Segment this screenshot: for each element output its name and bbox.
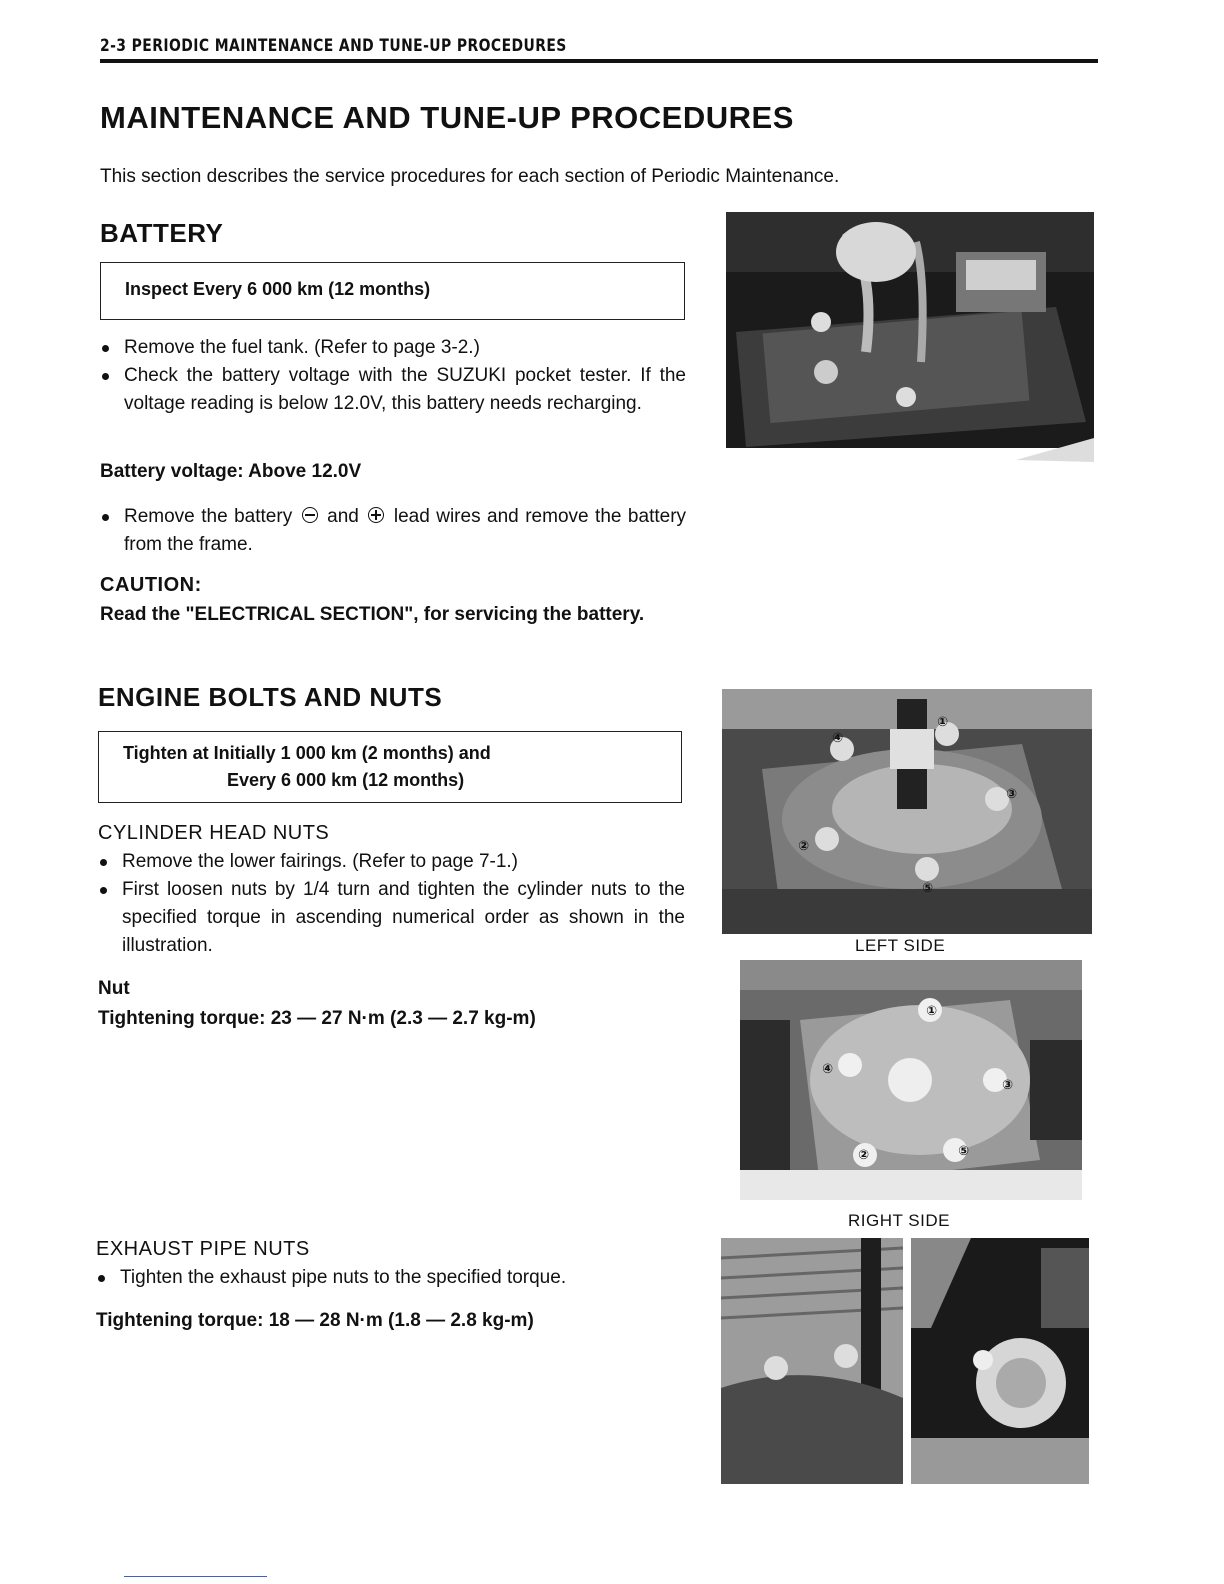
cylinder-step: First loosen nuts by 1/4 turn and tighten the cylinder nuts to the specified torque in ascending numerical order as shown in the illustration. [98,876,685,960]
page-title: MAINTENANCE AND TUNE-UP PROCEDURES [100,100,794,135]
remove-part-b: lead wires and remove the battery from the frame. [124,506,687,555]
battery-step: Check the battery voltage with the SUZUKI pocket tester. If the voltage reading is below 12.0V, this battery needs recharging. [100,362,686,418]
callout-4: ④ [822,1062,834,1077]
battery-remove-text [100,503,686,559]
callout-1: ① [937,715,949,730]
minus-circle-icon [302,507,318,523]
intro-text: This section describes the service procedures for each section of Periodic Maintenance. [100,166,840,187]
plus-circle-icon [368,507,384,523]
right-side-photo [740,960,1082,1200]
battery-interval-text: Inspect Every 6 000 km (12 months) [125,279,431,299]
engine-interval-line2: Every 6 000 km (12 months) [227,770,465,790]
engine-interval-box [98,731,682,803]
header-rule [100,59,1098,63]
left-side-caption: LEFT SIDE [855,936,946,955]
exhaust-step: Tighten the exhaust pipe nuts to the specified torque. [96,1264,686,1292]
callout-5: ⑤ [922,881,934,896]
right-side-caption: RIGHT SIDE [848,1211,950,1230]
callout-5: ⑤ [958,1144,970,1159]
cylinder-head-nuts-title: CYLINDER HEAD NUTS [98,822,330,844]
callout-2: ② [798,839,810,854]
nut-label: Nut [98,978,130,999]
battery-voltage-spec: Battery voltage: Above 12.0V [100,461,362,482]
caution-text: Read the "ELECTRICAL SECTION", for servicing the battery. [100,604,645,625]
engine-interval-line1: Tighten at Initially 1 000 km (2 months) and [123,743,491,763]
battery-remove-step [100,503,686,559]
battery-photo [726,212,1094,462]
cylinder-torque-spec: Tightening torque: 23 — 27 N·m (2.3 — 2.7 kg-m) [98,1008,536,1029]
exhaust-steps [96,1264,686,1292]
callout-3: ③ [1002,1078,1014,1093]
callout-2: ② [858,1148,870,1163]
remove-and: and [327,506,359,527]
cylinder-steps [98,848,685,960]
battery-step: Remove the fuel tank. (Refer to page 3-2.) [100,334,686,362]
exhaust-torque-spec: Tightening torque: 18 — 28 N·m (1.8 — 2.8 kg-m) [96,1310,534,1331]
callout-1: ① [926,1004,938,1019]
battery-section-title: BATTERY [100,218,224,248]
exhaust-pipe-nuts-title: EXHAUST PIPE NUTS [96,1238,310,1260]
battery-interval-box [100,262,685,320]
caution-title: CAUTION: [100,574,202,596]
exhaust-photo-left [721,1238,903,1484]
engine-section-title: ENGINE BOLTS AND NUTS [98,682,443,712]
callout-3: ③ [1006,787,1018,802]
running-head: 2-3 PERIODIC MAINTENANCE AND TUNE-UP PROCEDURES [100,36,567,56]
remove-part-a: Remove the battery [124,506,293,527]
left-side-photo [722,689,1092,934]
cylinder-step: Remove the lower fairings. (Refer to page 7-1.) [98,848,685,876]
footer-rule [124,1576,267,1577]
callout-4: ④ [832,731,844,746]
exhaust-photo-right [911,1238,1089,1484]
battery-steps [100,334,686,418]
